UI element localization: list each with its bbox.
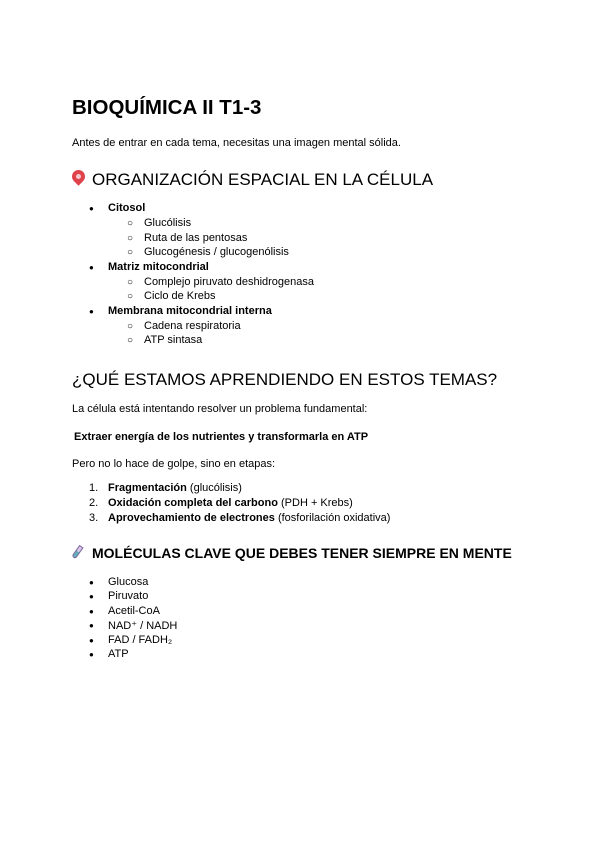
section-heading-organizacion: ORGANIZACIÓN ESPACIAL EN LA CÉLULA <box>72 170 433 190</box>
section-heading-aprendiendo: ¿QUÉ ESTAMOS APRENDIENDO EN ESTOS TEMAS? <box>72 370 498 389</box>
round-pushpin-icon <box>72 170 85 187</box>
list-item: ○ Cadena respiratoria <box>144 320 241 332</box>
list-item: ● Acetil-CoA <box>108 605 160 617</box>
list-item: ○ Glucólisis <box>144 217 191 229</box>
list-item: ● Glucosa <box>108 576 148 588</box>
list-item: ○ Glucogénesis / glucogenólisis <box>144 246 289 258</box>
list-item: ● Citosol <box>108 202 145 214</box>
key-statement: Extraer energía de los nutrientes y transformarla en ATP <box>74 431 369 443</box>
list-item: ● Matriz mitocondrial <box>108 261 209 273</box>
paragraph: La célula está intentando resolver un problema fundamental: <box>72 403 368 415</box>
list-item: ○ Ciclo de Krebs <box>144 290 216 302</box>
paragraph: Pero no lo hace de golpe, sino en etapas: <box>72 458 276 470</box>
list-item: ● Membrana mitocondrial interna <box>108 305 272 317</box>
ordered-list-item: 1. Fragmentación (glucólisis) <box>89 482 242 494</box>
list-item: ○ Complejo piruvato deshidrogenasa <box>144 276 314 288</box>
ordered-list-item: 2. Oxidación completa del carbono (PDH + Krebs) <box>89 497 353 509</box>
list-item: ● NAD⁺ / NADH <box>108 619 177 632</box>
list-item: ● FAD / FADH₂ <box>108 634 172 646</box>
ordered-list-item: 3. Aprovechamiento de electrones (fosforilación oxidativa) <box>89 512 391 524</box>
test-tube-icon <box>72 545 84 559</box>
page-title: BIOQUÍMICA II T1-3 <box>72 96 262 119</box>
list-item: ○ Ruta de las pentosas <box>144 232 247 244</box>
list-item: ● Piruvato <box>108 590 148 602</box>
section-heading-moleculas: MOLÉCULAS CLAVE QUE DEBES TENER SIEMPRE EN MENTE <box>72 545 512 561</box>
intro-text: Antes de entrar en cada tema, necesitas una imagen mental sólida. <box>72 137 401 149</box>
list-item: ● ATP <box>108 648 129 660</box>
list-item: ○ ATP sintasa <box>144 334 202 346</box>
